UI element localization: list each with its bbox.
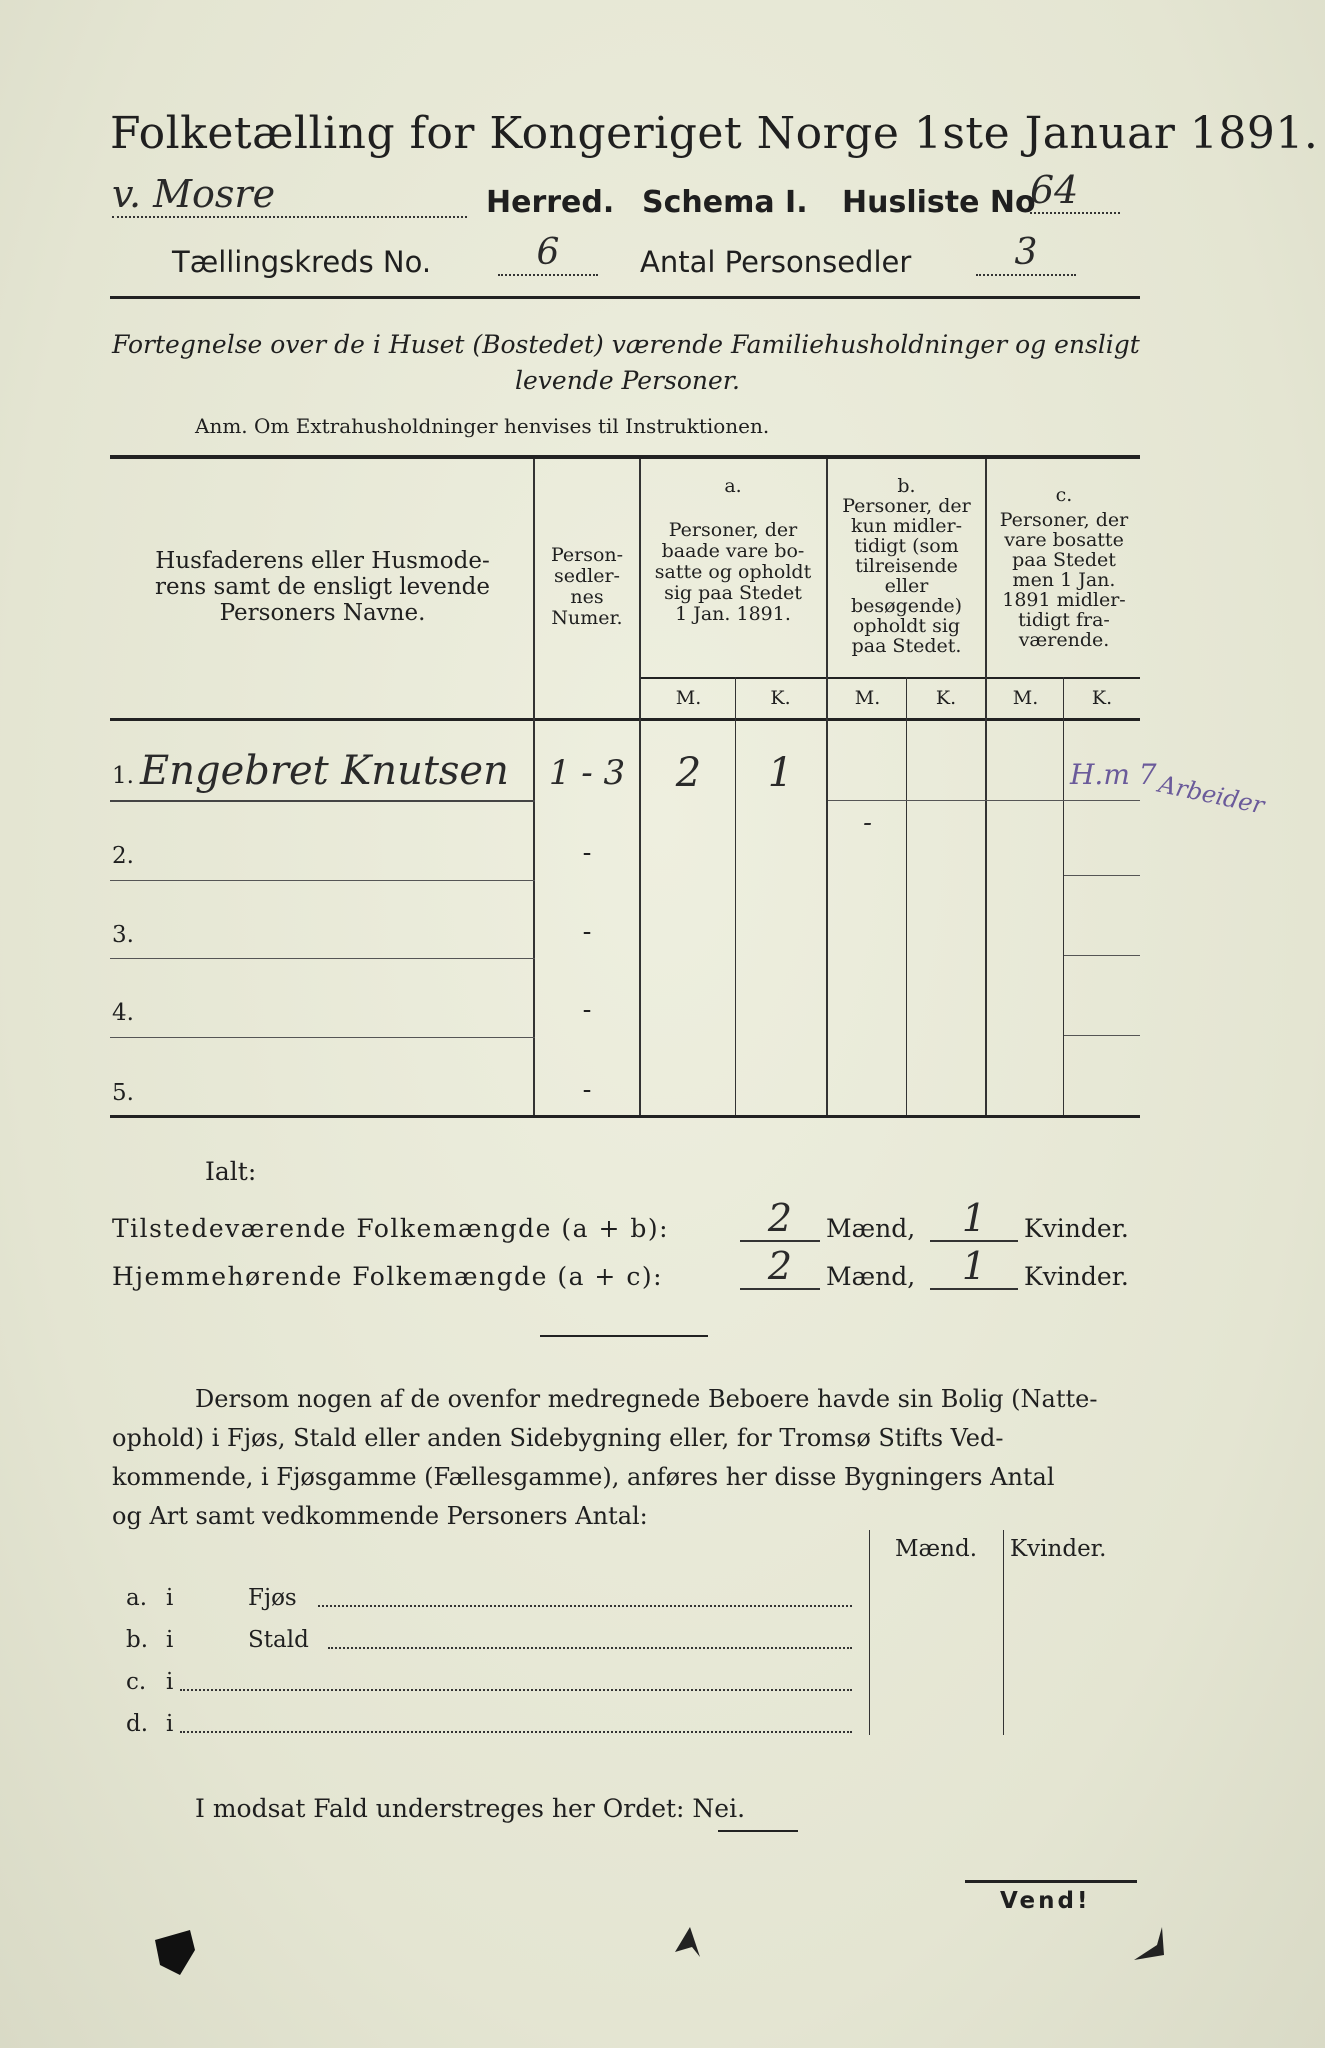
buildings-col-maend: Mænd.: [895, 1536, 978, 1562]
nei-underline: [718, 1830, 798, 1832]
ink-mark-2: [670, 1922, 710, 1962]
c-k-label: K.: [1091, 687, 1113, 709]
modsat-line: I modsat Fald understreges her Ordet: Nei.: [195, 1794, 746, 1823]
row-rule-2: [110, 880, 535, 881]
col-b-l3: tidigt (som: [854, 535, 959, 557]
anm-note: Anm. Om Extrahusholdninger henvises til Instruktionen.: [195, 414, 770, 438]
vend-label: Vend!: [1000, 1888, 1091, 1914]
ialt-label: Ialt:: [205, 1157, 257, 1186]
totals-line2-m: 2: [740, 1244, 820, 1290]
row-5-numer: -: [582, 1075, 592, 1105]
personsedler-label: Antal Personsedler: [640, 245, 912, 279]
row-rule-3-right: [1064, 955, 1140, 956]
section-divider: [540, 1335, 708, 1337]
row-1-numer: 1 - 3: [548, 753, 626, 793]
totals-line1-label: Tilstedeværende Folkemængde (a + b):: [112, 1214, 670, 1243]
col-b-l8: paa Stedet.: [851, 635, 962, 657]
building-c-letter: c.: [126, 1669, 147, 1695]
a-m-label: M.: [675, 687, 702, 709]
col-a-l2: baade vare bo-: [661, 540, 805, 562]
row-rule-4-right: [1064, 1035, 1140, 1036]
mk-divider-b: [906, 677, 907, 1115]
row-rule-1: [110, 800, 535, 802]
col-c-l4: men 1 Jan.: [1012, 569, 1116, 591]
col-names-l3: Personers Navne.: [219, 600, 426, 626]
totals-line2-maend: Mænd,: [826, 1262, 916, 1291]
mk-divider-a: [735, 677, 736, 1115]
row-1-a-k: 1: [767, 750, 794, 796]
row-rule-3: [110, 958, 535, 959]
kreds-label: Tællingskreds No.: [172, 245, 432, 279]
row-rule-4: [110, 1037, 535, 1038]
col-divider-1: [533, 459, 535, 1115]
schema-label: Schema I.: [642, 185, 808, 220]
col-a-l3: satte og opholdt: [654, 561, 812, 583]
building-d-letter: d.: [126, 1711, 149, 1737]
building-b-letter: b.: [126, 1627, 149, 1653]
col-a-l1: Personer, der: [668, 519, 798, 541]
row-4-numer: -: [582, 995, 592, 1025]
col-numer-l3: nes: [570, 586, 604, 608]
row-2-b-m: -: [863, 808, 872, 838]
mk-rule: [640, 677, 1140, 679]
building-d-dots: [180, 1726, 852, 1733]
building-c-i: i: [166, 1669, 174, 1695]
col-names-header: [115, 548, 530, 626]
totals-line1-kvinder: Kvinder.: [1024, 1214, 1129, 1243]
totals-line1-maend: Mænd,: [826, 1214, 916, 1243]
building-a-letter: a.: [126, 1585, 148, 1611]
intro-line1: Fortegnelse over de i Huset (Bostedet) værende Familiehusholdninger og ensligt: [112, 330, 1140, 359]
col-divider-4: [985, 459, 987, 1115]
intro-line2: levende Personer.: [515, 366, 740, 395]
col-divider-2: [639, 459, 641, 1115]
row-3-numer: -: [582, 917, 592, 947]
col-b-l5: eller: [884, 575, 929, 597]
col-c-l7: værende.: [1018, 629, 1110, 651]
col-b-l2: kun midler-: [850, 515, 963, 537]
c-m-label: M.: [1012, 687, 1039, 709]
building-a-label: Fjøs: [248, 1585, 297, 1611]
col-c-l1: Personer, der: [999, 509, 1129, 531]
col-divider-3: [826, 459, 828, 1115]
buildings-para-l1: Dersom nogen af de ovenfor medregnede Beboere havde sin Bolig (Natte-: [195, 1385, 1098, 1413]
col-names-l2: rens samt de ensligt levende: [155, 574, 490, 600]
buildings-para-l2: ophold) i Fjøs, Stald eller anden Sidebygning eller, for Tromsø Stifts Ved-: [112, 1424, 1004, 1452]
b-k-label: K.: [935, 687, 957, 709]
building-a-i: i: [166, 1585, 174, 1611]
col-a-header: [642, 520, 824, 625]
totals-line2-k: 1: [930, 1244, 1018, 1290]
col-b-header: [829, 496, 984, 656]
row-rule-1-right: [828, 800, 1140, 801]
col-b-l1: Personer, der: [842, 495, 971, 517]
building-b-dots: [328, 1642, 852, 1649]
col-numer-l4: Numer.: [551, 607, 623, 629]
b-m-label: M.: [854, 687, 881, 709]
col-numer-header: [536, 545, 638, 629]
buildings-col-kvinder: Kvinder.: [1010, 1536, 1107, 1562]
kreds-value: 6: [498, 232, 598, 276]
row-rule-2-right: [1064, 875, 1140, 876]
row-2-num: 2.: [112, 843, 134, 869]
totals-line2-label: Hjemmehørende Folkemængde (a + c):: [112, 1262, 663, 1291]
table-bottom-rule: [110, 1115, 1140, 1118]
col-c-l5: 1891 midler-: [1002, 589, 1126, 611]
totals-line1-m: 2: [740, 1196, 820, 1242]
row-1-num: 1.: [112, 763, 134, 789]
form-title: Folketælling for Kongeriget Norge 1ste Januar 1891.: [110, 108, 1319, 159]
row-1-a-m: 2: [675, 750, 702, 796]
col-a-l5: 1 Jan. 1891.: [675, 603, 791, 625]
buildings-divider-1: [869, 1530, 870, 1735]
building-b-i: i: [166, 1627, 174, 1653]
herred-label: Herred.: [486, 185, 615, 220]
ink-mark-3: [1132, 1925, 1172, 1965]
buildings-para-l3: kommende, i Fjøsgamme (Fællesgamme), anføres her disse Bygningers Antal: [112, 1463, 1055, 1491]
building-c-dots: [180, 1684, 852, 1691]
building-d-i: i: [166, 1711, 174, 1737]
husliste-label: Husliste No: [842, 185, 1036, 220]
vend-rule: [965, 1880, 1137, 1883]
col-b-l6: besøgende): [850, 595, 963, 617]
husliste-value: 64: [1030, 168, 1120, 214]
col-c-l2: vare bosatte: [1004, 529, 1124, 551]
totals-line1-k: 1: [930, 1196, 1018, 1242]
building-b-label: Stald: [248, 1627, 309, 1653]
col-a-l4: sig paa Stedet: [664, 582, 802, 604]
row-1-note: Arbeider: [1156, 770, 1267, 820]
mk-divider-c: [1063, 677, 1064, 1115]
totals-line2-kvinder: Kvinder.: [1024, 1262, 1129, 1291]
col-numer-l2: sedler-: [554, 565, 620, 587]
row-1-name: Engebret Knutsen: [140, 748, 509, 794]
row-4-num: 4.: [112, 1000, 134, 1026]
col-b-letter: b.: [897, 475, 916, 497]
col-b-l7: opholdt sig: [852, 615, 961, 637]
col-a-letter: a.: [724, 475, 742, 497]
personsedler-value: 3: [976, 232, 1076, 276]
row-5-num: 5.: [112, 1080, 134, 1106]
header-rule: [110, 296, 1140, 299]
row-2-numer: -: [582, 838, 592, 868]
col-numer-l1: Person-: [550, 544, 624, 566]
herred-value: v. Mosre: [112, 172, 467, 218]
col-c-l3: paa Stedet: [1012, 549, 1116, 571]
a-k-label: K.: [770, 687, 791, 709]
col-b-l4: tilreisende: [855, 555, 958, 577]
buildings-para-l4: og Art samt vedkommende Personers Antal:: [112, 1502, 648, 1530]
row-1-c-k: H.m 7: [1070, 758, 1157, 791]
col-c-l6: tidigt fra-: [1018, 609, 1110, 631]
row-3-num: 3.: [112, 922, 134, 948]
col-c-header: [988, 510, 1140, 650]
building-a-dots: [318, 1600, 852, 1607]
col-names-l1: Husfaderens eller Husmode-: [155, 548, 490, 574]
col-c-letter: c.: [1055, 484, 1073, 506]
buildings-divider-2: [1003, 1530, 1004, 1735]
ink-blot-mark: [150, 1920, 210, 1980]
